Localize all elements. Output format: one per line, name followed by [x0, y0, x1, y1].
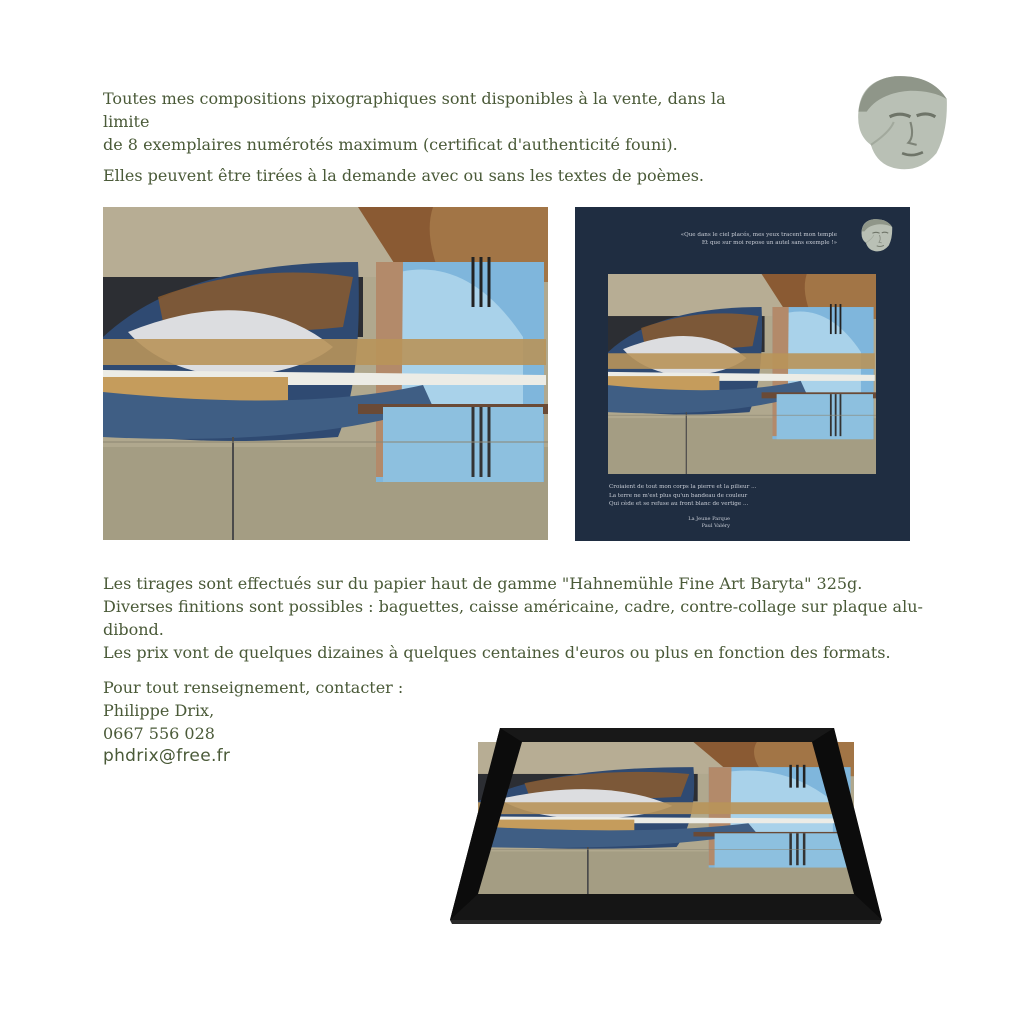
- details-line-3: Les prix vont de quelques dizaines à quelques centaines d'euros ou plus en fonction des formats.: [103, 643, 891, 662]
- contact-name: Philippe Drix,: [103, 701, 215, 720]
- poster-quote-line-1: «Que dans le ciel placés, mes yeux tracent mon temple: [680, 232, 837, 238]
- poster-artwork-image: [608, 274, 876, 474]
- poster-quote: [605, 231, 837, 247]
- contact-intro: Pour tout renseignement, contacter :: [103, 678, 404, 697]
- poster-verse-line-3: Qui cède et se refuse au front blanc de vertige ...: [609, 501, 749, 507]
- poster-verse-line-2: La terre ne m'est plus qu'un bandeau de couleur: [609, 492, 748, 499]
- details-line-1: Les tirages sont effectués sur du papier haut de gamme "Hahnemühle Fine Art Baryta" 325g.: [103, 574, 863, 593]
- classical-bust-image: [848, 70, 952, 174]
- poster-credit: [655, 516, 730, 530]
- framed-artwork-image: [450, 728, 882, 924]
- intro-line-1: Toutes mes compositions pixographiques sont disponibles à la vente, dans la limite: [103, 89, 726, 131]
- poster-quote-line-2: Et que sur moi repose un autel sans exemple !»: [701, 240, 837, 246]
- poster-verse-line-1: Croiaient de tout mon corps la pierre et la pilieur ...: [609, 484, 757, 490]
- contact-block: [103, 676, 403, 768]
- poster-bust-image: [858, 217, 894, 253]
- poster-credit-author: Paul Valéry: [701, 523, 730, 529]
- poster-credit-title: La Jeune Parque: [688, 516, 730, 522]
- details-line-2: Diverses finitions sont possibles : baguettes, caisse américaine, cadre, contre-collage sur plaque alu-dibond.: [103, 597, 923, 639]
- poem-poster: [575, 207, 910, 541]
- contact-phone: 0667 556 028: [103, 724, 215, 743]
- intro-line-3: Elles peuvent être tirées à la demande avec ou sans les textes de poèmes.: [103, 166, 704, 185]
- artwork-image: [103, 207, 548, 540]
- contact-email-link[interactable]: phdrix@free.fr: [103, 746, 231, 766]
- poster-verse: [609, 483, 809, 509]
- intro-text: [103, 87, 743, 193]
- printing-details: [103, 572, 923, 664]
- intro-line-2: de 8 exemplaires numérotés maximum (certificat d'authenticité founi).: [103, 135, 678, 154]
